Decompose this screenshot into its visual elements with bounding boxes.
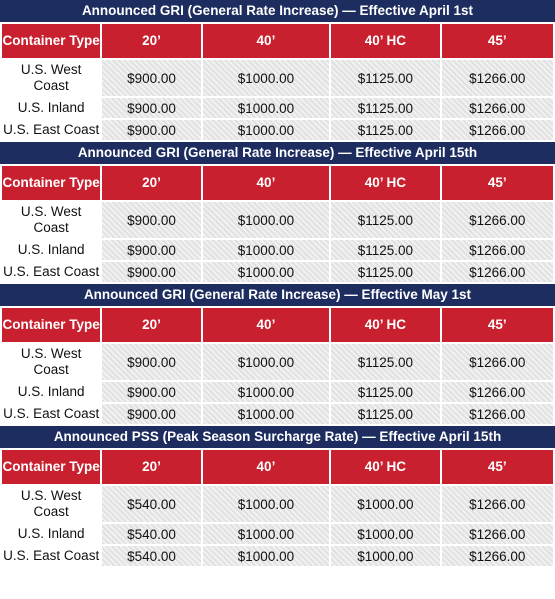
rate-cell: $1000.00	[202, 59, 330, 97]
rate-cell: $540.00	[101, 523, 201, 545]
region-label: U.S. East Coast	[1, 403, 101, 425]
rate-cell: $1000.00	[202, 403, 330, 425]
rate-cell: $1266.00	[441, 343, 554, 381]
rate-table	[0, 448, 555, 568]
header-container-type: Container Type	[1, 165, 101, 201]
rate-cell: $1125.00	[330, 261, 440, 283]
rate-cell: $1266.00	[441, 545, 554, 567]
header-size: 45’	[441, 165, 554, 201]
rate-cell: $540.00	[101, 545, 201, 567]
table-header-row	[1, 23, 554, 59]
rate-cell: $1266.00	[441, 261, 554, 283]
rate-section	[0, 142, 555, 284]
header-container-type: Container Type	[1, 23, 101, 59]
rate-cell: $1266.00	[441, 381, 554, 403]
rate-cell: $1266.00	[441, 523, 554, 545]
region-label: U.S. West Coast	[1, 201, 101, 239]
rate-cell: $1000.00	[202, 545, 330, 567]
table-row	[1, 119, 554, 141]
header-size: 45’	[441, 307, 554, 343]
table-row	[1, 485, 554, 523]
header-size: 20’	[101, 449, 201, 485]
section-banner-title: Announced GRI (General Rate Increase) — Effective April 15th	[0, 142, 555, 164]
header-size: 40’ HC	[330, 165, 440, 201]
table-row	[1, 239, 554, 261]
rate-cell: $1000.00	[202, 97, 330, 119]
rate-cell: $900.00	[101, 381, 201, 403]
rate-cell: $1000.00	[202, 485, 330, 523]
rate-cell: $1266.00	[441, 201, 554, 239]
header-size: 45’	[441, 23, 554, 59]
rate-cell: $900.00	[101, 119, 201, 141]
region-label: U.S. West Coast	[1, 59, 101, 97]
header-size: 40’ HC	[330, 23, 440, 59]
section-banner-title: Announced GRI (General Rate Increase) — Effective May 1st	[0, 284, 555, 306]
rate-section	[0, 0, 555, 142]
rate-cell: $900.00	[101, 239, 201, 261]
rate-cell: $1000.00	[202, 343, 330, 381]
rate-cell: $1125.00	[330, 201, 440, 239]
rate-cell: $1000.00	[202, 201, 330, 239]
region-label: U.S. Inland	[1, 97, 101, 119]
rate-cell: $900.00	[101, 59, 201, 97]
header-size: 40’ HC	[330, 307, 440, 343]
header-container-type: Container Type	[1, 449, 101, 485]
rate-cell: $1000.00	[330, 485, 440, 523]
rate-cell: $540.00	[101, 485, 201, 523]
rate-section	[0, 426, 555, 568]
region-label: U.S. Inland	[1, 239, 101, 261]
table-row	[1, 201, 554, 239]
rate-cell: $900.00	[101, 201, 201, 239]
table-row	[1, 381, 554, 403]
header-container-type: Container Type	[1, 307, 101, 343]
rate-cell: $1000.00	[202, 523, 330, 545]
table-row	[1, 261, 554, 283]
rate-cell: $1125.00	[330, 381, 440, 403]
table-row	[1, 403, 554, 425]
rate-section	[0, 284, 555, 426]
rate-cell: $1125.00	[330, 403, 440, 425]
table-row	[1, 545, 554, 567]
section-banner-title: Announced PSS (Peak Season Surcharge Rate) — Effective April 15th	[0, 426, 555, 448]
table-row	[1, 343, 554, 381]
header-size: 20’	[101, 23, 201, 59]
table-row	[1, 97, 554, 119]
rate-cell: $900.00	[101, 343, 201, 381]
rate-cell: $1266.00	[441, 485, 554, 523]
header-size: 45’	[441, 449, 554, 485]
rate-cell: $900.00	[101, 261, 201, 283]
rate-cell: $1266.00	[441, 97, 554, 119]
table-header-row	[1, 449, 554, 485]
header-size: 40’	[202, 165, 330, 201]
rate-cell: $1125.00	[330, 97, 440, 119]
rate-cell: $900.00	[101, 97, 201, 119]
table-header-row	[1, 165, 554, 201]
header-size: 20’	[101, 165, 201, 201]
rate-cell: $1125.00	[330, 239, 440, 261]
header-size: 40’	[202, 307, 330, 343]
rate-cell: $1125.00	[330, 119, 440, 141]
rate-cell: $1266.00	[441, 403, 554, 425]
region-label: U.S. Inland	[1, 523, 101, 545]
rate-cell: $1000.00	[202, 119, 330, 141]
table-row	[1, 59, 554, 97]
rate-cell: $1266.00	[441, 119, 554, 141]
region-label: U.S. West Coast	[1, 485, 101, 523]
header-size: 40’	[202, 449, 330, 485]
rate-cell: $1266.00	[441, 239, 554, 261]
rate-cell: $1000.00	[202, 239, 330, 261]
header-size: 20’	[101, 307, 201, 343]
rate-cell: $1266.00	[441, 59, 554, 97]
section-banner-title: Announced GRI (General Rate Increase) — Effective April 1st	[0, 0, 555, 22]
region-label: U.S. East Coast	[1, 545, 101, 567]
region-label: U.S. East Coast	[1, 261, 101, 283]
header-size: 40’	[202, 23, 330, 59]
table-header-row	[1, 307, 554, 343]
rate-cell: $1000.00	[330, 523, 440, 545]
rate-cell: $1125.00	[330, 343, 440, 381]
rate-table	[0, 22, 555, 142]
rate-cell: $1000.00	[202, 381, 330, 403]
rate-cell: $1000.00	[202, 261, 330, 283]
table-row	[1, 523, 554, 545]
region-label: U.S. East Coast	[1, 119, 101, 141]
region-label: U.S. Inland	[1, 381, 101, 403]
rate-cell: $900.00	[101, 403, 201, 425]
rate-table	[0, 306, 555, 426]
rate-cell: $1125.00	[330, 59, 440, 97]
region-label: U.S. West Coast	[1, 343, 101, 381]
rate-table	[0, 164, 555, 284]
header-size: 40’ HC	[330, 449, 440, 485]
rate-cell: $1000.00	[330, 545, 440, 567]
